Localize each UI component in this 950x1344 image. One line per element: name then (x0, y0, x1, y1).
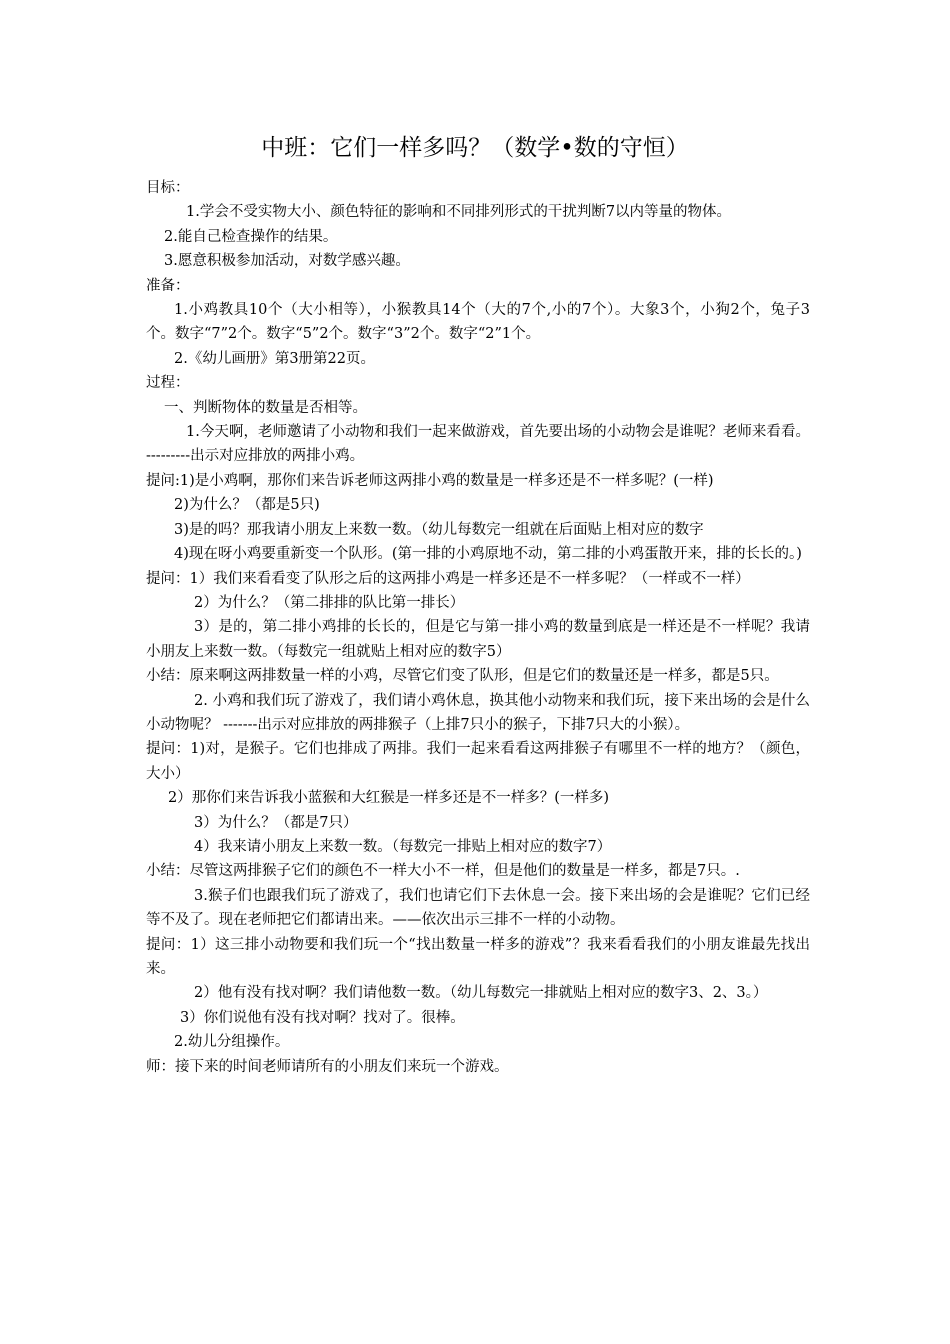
paragraph: 2)为什么？（都是5只) (174, 497, 320, 514)
paragraph: 目标： (146, 180, 190, 196)
paragraph: 3)是的吗？那我请小朋友上来数一数。（幼儿每数完一组就在后面贴上相对应的数字 (174, 521, 704, 538)
paragraph: 3.愿意积极参加活动，对数学感兴趣。 (164, 253, 410, 270)
paragraph: 提问：1)对，是猴子。它们也排成了两排。我们一起来看看这两排猴子有哪里不一样的地方？（颜色，大小） (146, 741, 810, 782)
paragraph: 4）我来请小朋友上来数一数。（每数完一排贴上相对应的数字7） (194, 838, 612, 855)
paragraph: 师：接下来的时间老师请所有的小朋友们来玩一个游戏。 (146, 1058, 509, 1075)
paragraph: 1.小鸡教具10个（大小相等），小猴教具14个（大的7个,小的7个）。大象3个，小狗2个，兔子3个。数字“7”2个。数字“5”2个。数字“3”2个。数字“2”1个。 (146, 302, 810, 343)
paragraph: 准备： (146, 277, 190, 294)
paragraph: 小结：尽管这两排猴子它们的颜色不一样大小不一样，但是他们的数量是一样多，都是7只。. (146, 863, 740, 880)
document-body (146, 176, 810, 1079)
document-title: 中班：它们一样多吗？（数学•数的守恒） (261, 135, 689, 161)
paragraph: 2）那你们来告诉我小蓝猴和大红猴是一样多还是不一样多？(一样多) (168, 790, 610, 807)
paragraph: 一、判断物体的数量是否相等。 (164, 399, 367, 416)
paragraph: 3）是的，第二排小鸡排的长长的，但是它与第一排小鸡的数量到底是一样还是不一样呢？我请小朋友上来数一数。（每数完一组就贴上相对应的数字5） (146, 619, 810, 660)
paragraph: 提问：1）我们来看看变了队形之后的这两排小鸡是一样多还是不一样多呢？（一样或不一样） (146, 570, 750, 587)
paragraph: 2. 小鸡和我们玩了游戏了，我们请小鸡休息，换其他小动物来和我们玩，接下来出场的会是什么小动物呢？ -------出示对应排放的两排猴子（上排7只小的猴子，下排7只大的小猴）。 (146, 692, 810, 733)
paragraph: 提问:1)是小鸡啊，那你们来告诉老师这两排小鸡的数量是一样多还是不一样多呢？(一样) (146, 472, 714, 489)
paragraph: 2）为什么？（第二排排的队比第一排长） (194, 594, 465, 611)
paragraph: 2.能自己检查操作的结果。 (164, 228, 338, 245)
paragraph: 1.今天啊，老师邀请了小动物和我们一起来做游戏，首先要出场的小动物会是谁呢？老师来看看。---------出示对应排放的两排小鸡。 (146, 424, 810, 465)
paragraph: 3.猴子们也跟我们玩了游戏了，我们也请它们下去休息一会。接下来出场的会是谁呢？它们已经等不及了。现在老师把它们都请出来。——依次出示三排不一样的小动物。 (146, 887, 810, 929)
paragraph: 2.《幼儿画册》第3册第22页。 (174, 350, 376, 367)
paragraph: 3）你们说他有没有找对啊？找对了。很棒。 (180, 1009, 465, 1026)
paragraph: 4)现在呀小鸡要重新变一个队形。(第一排的小鸡原地不动，第二排的小鸡蛋散开来，排的长长的。) (174, 546, 802, 563)
paragraph: 1.学会不受实物大小、颜色特征的影响和不同排列形式的干扰判断7以内等量的物体。 (186, 204, 732, 221)
paragraph: 提问：1）这三排小动物要和我们玩一个“找出数量一样多的游戏”？我来看看我们的小朋友谁最先找出来。 (146, 936, 810, 977)
paragraph: 3）为什么？（都是7只） (194, 814, 358, 831)
paragraph: 小结：原来啊这两排数量一样的小鸡，尽管它们变了队形，但是它们的数量还是一样多，都是5只。 (146, 668, 779, 685)
paragraph: 2）他有没有找对啊？我们请他数一数。（幼儿每数完一排就贴上相对应的数字3、2、3。） (194, 985, 768, 1002)
paragraph: 2.幼儿分组操作。 (174, 1034, 290, 1051)
paragraph: 过程： (146, 375, 190, 392)
